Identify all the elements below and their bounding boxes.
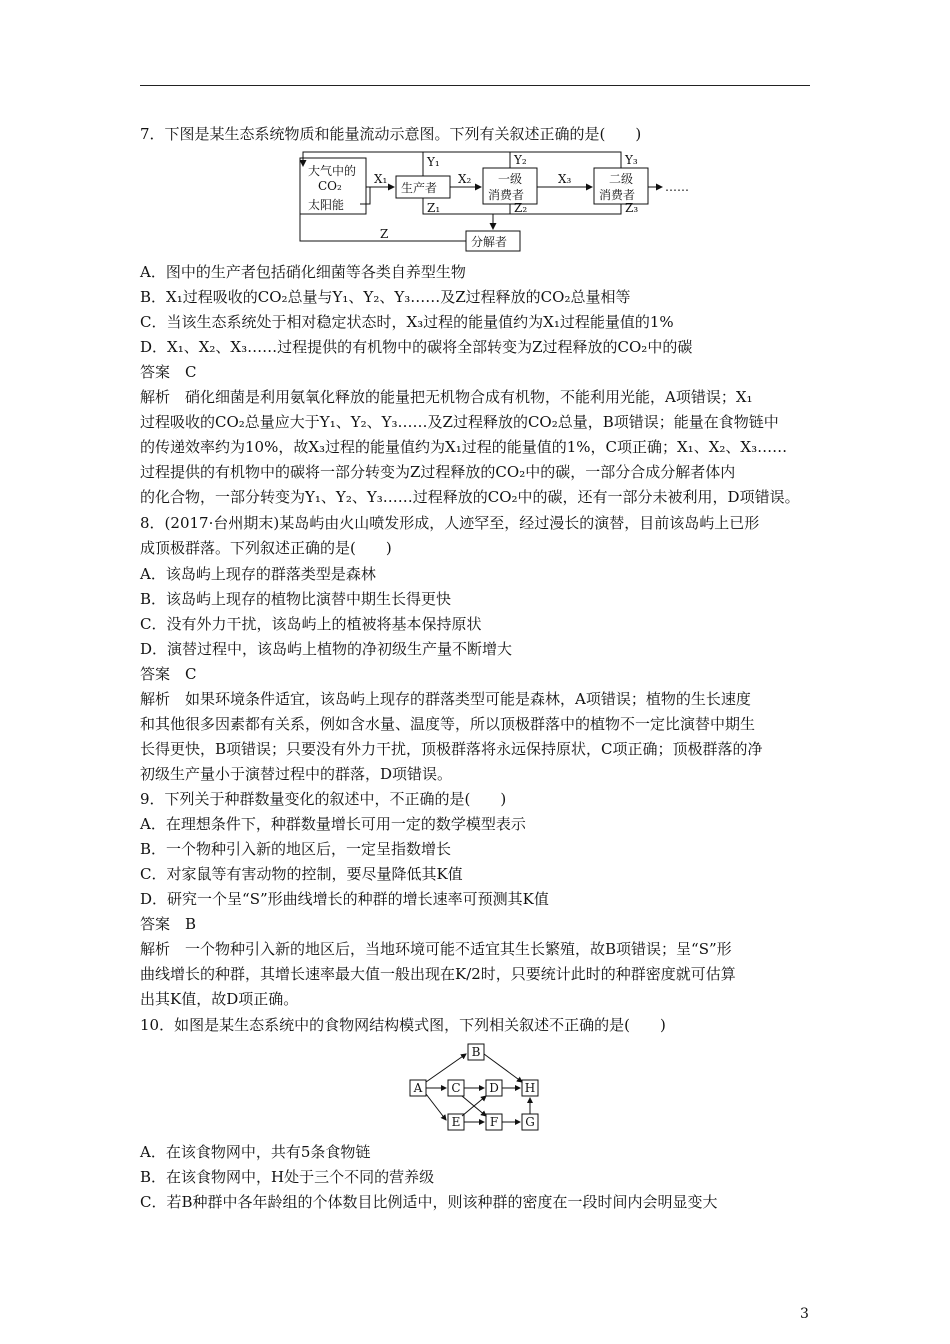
q8-analysis-line: 长得更快，B项错误；只要没有外力干扰，顶极群落将永远保持原状，C项正确；顶极群落的净 [140, 740, 763, 758]
decomposer-box: 分解者 [471, 235, 508, 249]
dots-label: …… [665, 180, 689, 194]
page-number: 3 [800, 1306, 809, 1322]
primary-label-1: 一级 [498, 172, 523, 186]
q8-analysis-line: 初级生产量小于演替过程中的群落，D项错误。 [140, 765, 453, 783]
q8-analysis-line: 和其他很多因素都有关系，例如含水量、温度等，所以顶极群落中的植物不一定比演替中期生 [140, 715, 756, 733]
q9-analysis-line: 出其K值，故D项正确。 [140, 990, 299, 1008]
secondary-label-1: 二级 [609, 172, 634, 186]
header-rule [140, 85, 810, 86]
q7-answer: 答案 C [140, 363, 197, 381]
q10-option-c: C．若B种群中各年龄组的个体数目比例适中，则该种群的密度在一段时间内会明显变大 [140, 1193, 718, 1211]
q8-stem: 8．(2017·台州期末)某岛屿由火山喷发形成，人迹罕至，经过漫长的演替，目前该岛屿上已形 [140, 514, 760, 532]
node-a: A [413, 1081, 423, 1095]
node-d: D [489, 1081, 499, 1095]
atmos-label-1: 大气中的 [308, 164, 357, 178]
q7-option-a: A．图中的生产者包括硝化细菌等各类自养型生物 [140, 263, 466, 281]
q9-analysis-line: 解析 一个物种引入新的地区后，当地环境可能不适宜其生长繁殖，故B项错误；呈“S”形 [140, 940, 732, 958]
node-c: C [451, 1081, 461, 1095]
q9-option-b: B．一个物种引入新的地区后，一定呈指数增长 [140, 840, 452, 858]
q7-analysis-line: 过程提供的有机物中的碳将一部分转变为Z过程释放的CO₂中的碳，一部分合成分解者体内 [140, 463, 736, 481]
node-e: E [451, 1115, 461, 1129]
q7-option-d: D．X₁、X₂、X₃……过程提供的有机物中的碳将全部转变为Z过程释放的CO₂中的碳 [140, 338, 693, 356]
q9-analysis-line: 曲线增长的种群，其增长速率最大值一般出现在K/2时，只要统计此时的种群密度就可估算 [140, 965, 736, 983]
q8-answer: 答案 C [140, 665, 197, 683]
q9-option-d: D．研究一个呈“S”形曲线增长的种群的增长速率可预测其K值 [140, 890, 549, 908]
q10-stem: 10．如图是某生态系统中的食物网结构模式图，下列相关叙述不正确的是( ) [140, 1016, 666, 1034]
q7-analysis-line: 解析 硝化细菌是利用氨氧化释放的能量把无机物合成有机物，不能利用光能，A项错误；X₁ [140, 388, 753, 406]
q9-option-c: C．对家鼠等有害动物的控制，要尽量降低其K值 [140, 865, 463, 883]
q8-analysis-line: 解析 如果环境条件适宜，该岛屿上现存的群落类型可能是森林，A项错误；植物的生长速度 [140, 690, 751, 708]
q7-option-c: C．当该生态系统处于相对稳定状态时，X₃过程的能量值约为X₁过程能量值的1% [140, 313, 674, 331]
node-f: F [489, 1115, 499, 1129]
food-web-diagram [400, 1040, 550, 1140]
q10-option-a: A．在该食物网中，共有5条食物链 [140, 1143, 371, 1161]
primary-label-2: 消费者 [488, 188, 525, 202]
q8-option-b: B．该岛屿上现存的植物比演替中期生长得更快 [140, 590, 452, 608]
q7-stem: 7．下图是某生态系统物质和能量流动示意图。下列有关叙述正确的是( ) [140, 125, 642, 143]
z-label: Z [380, 227, 389, 241]
y3-label: Y₃ [625, 153, 638, 167]
z2-label: Z₂ [514, 201, 528, 215]
q8-option-c: C．没有外力干扰，该岛屿上的植被将基本保持原状 [140, 615, 482, 633]
q9-option-a: A．在理想条件下，种群数量增长可用一定的数学模型表示 [140, 815, 526, 833]
q10-option-b: B．在该食物网中，H处于三个不同的营养级 [140, 1168, 435, 1186]
q8-option-a: A．该岛屿上现存的群落类型是森林 [140, 565, 376, 583]
producer-box: 生产者 [401, 181, 438, 195]
q9-answer: 答案 B [140, 915, 197, 933]
x2-label: X₂ [458, 172, 472, 186]
q8-option-d: D．演替过程中，该岛屿上植物的净初级生产量不断增大 [140, 640, 513, 658]
q7-analysis-line: 的传递效率约为10%，故X₃过程的能量值约为X₁过程的能量值的1%，C项正确；X₁、X₂、X₃…… [140, 438, 788, 456]
q7-option-b: B．X₁过程吸收的CO₂总量与Y₁、Y₂、Y₃……及Z过程释放的CO₂总量相等 [140, 288, 631, 306]
q7-analysis-line: 过程吸收的CO₂总量应大于Y₁、Y₂、Y₃……及Z过程释放的CO₂总量，B项错误；能量在食物链中 [140, 413, 779, 431]
q8-stem: 成顶极群落。下列叙述正确的是( ) [140, 539, 392, 557]
secondary-label-2: 消费者 [599, 188, 636, 202]
q7-flow-diagram [290, 148, 690, 256]
y1-label: Y₁ [427, 155, 440, 169]
atmos-label-2: CO₂ [318, 179, 342, 193]
x1-label: X₁ [374, 172, 388, 186]
node-g: G [525, 1115, 535, 1129]
node-h: H [524, 1081, 536, 1095]
q9-stem: 9．下列关于种群数量变化的叙述中，不正确的是( ) [140, 790, 507, 808]
z3-label: Z₃ [625, 201, 639, 215]
x3-label: X₃ [558, 172, 572, 186]
y2-label: Y₂ [514, 153, 527, 167]
q7-analysis-line: 的化合物，一部分转变为Y₁、Y₂、Y₃……过程释放的CO₂中的碳，还有一部分未被利用，D项错误。 [140, 488, 800, 506]
z1-label: Z₁ [427, 201, 441, 215]
sun-label: 太阳能 [308, 198, 345, 212]
node-b: B [471, 1045, 481, 1059]
